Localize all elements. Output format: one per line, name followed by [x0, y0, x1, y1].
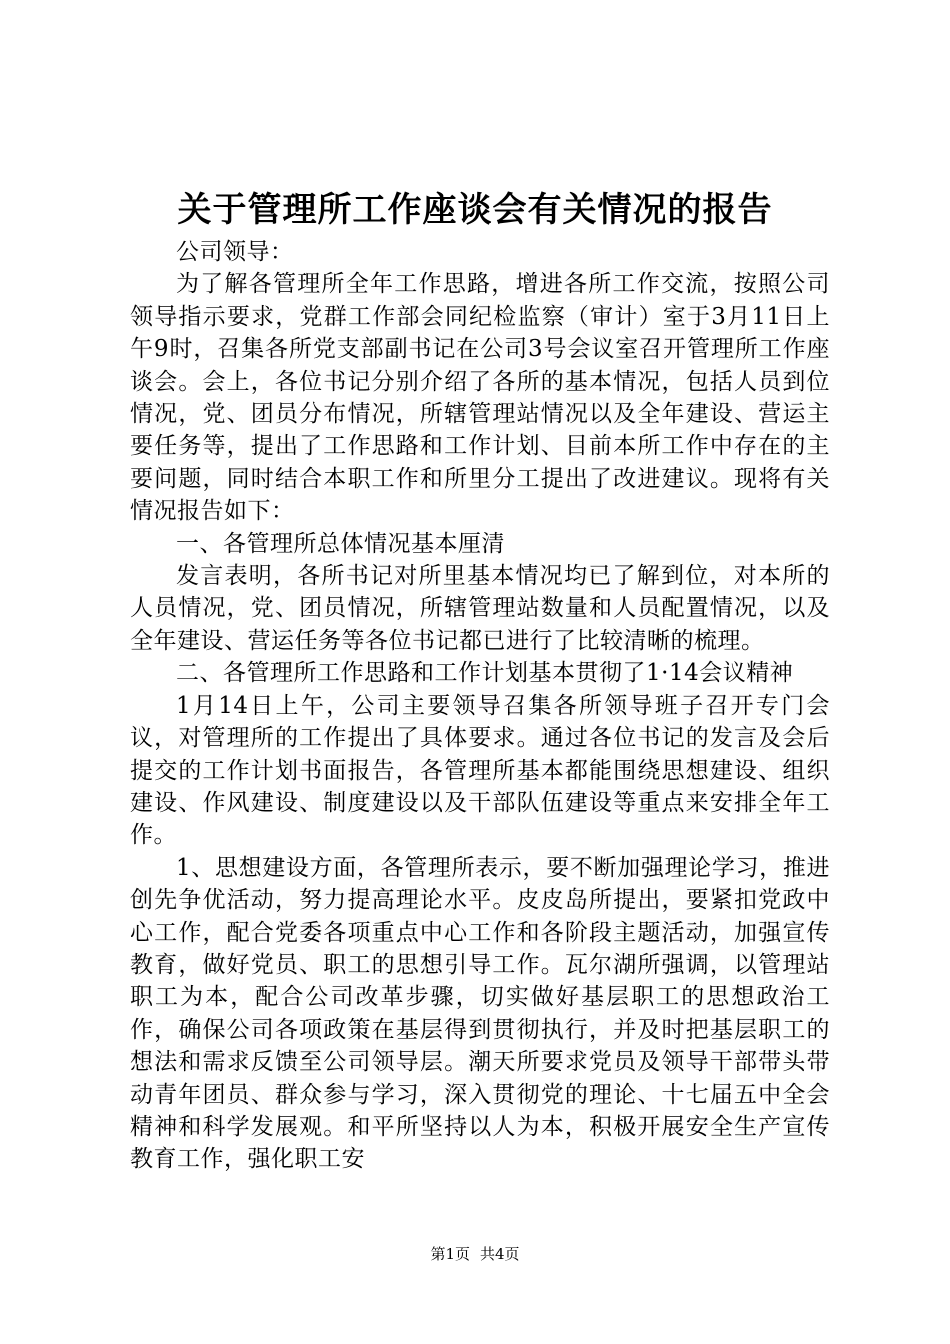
salutation: 公司领导：	[176, 239, 294, 265]
section-1-paragraph: 发言表明，各所书记对所里基本情况均已了解到位，对本所的人员情况，党、团员情况，所辖管理站数量和人员配置情况，以及全年建设、营运任务等各位书记都已进行了比较清晰的梳理。	[130, 563, 830, 654]
document-body	[130, 236, 830, 1176]
section-heading-1: 一、各管理所总体情况基本厘清	[176, 530, 505, 557]
page-total: 共4页	[480, 1245, 520, 1263]
section-2-paragraph: 1月14日上午，公司主要领导召集各所领导班子召开专门会议，对管理所的工作提出了具体要求。通过各位书记的发言及会后提交的工作计划书面报告，各管理所基本都能围绕思想建设、组织建设、作风建设、制度建设以及干部队伍建设等重点来安排全年工作。	[130, 692, 830, 849]
section-heading-2: 二、各管理所工作思路和工作计划基本贯彻了1·14会议精神	[176, 660, 794, 687]
page-footer	[0, 1244, 950, 1264]
item-1-paragraph: 1、思想建设方面，各管理所表示，要不断加强理论学习，推进创先争优活动，努力提高理论水平。皮皮岛所提出，要紧扣党政中心工作，配合党委各项重点中心工作和各阶段主题活动，加强宣传教育，做好党员、职工的思想引导工作。瓦尔湖所强调，以管理站职工为本，配合公司改革步骤，切实做好基层职工的思想政治工作，确保公司各项政策在基层得到贯彻执行，并及时把基层职工的想法和需求反馈至公司领导层。潮天所要求党员及领导干部带头带动青年团员、群众参与学习，深入贯彻党的理论、十七届五中全会精神和科学发展观。和平所坚持以人为本，积极开展安全生产宣传教育工作，强化职工安	[130, 854, 830, 1173]
intro-paragraph: 为了解各管理所全年工作思路，增进各所工作交流，按照公司领导指示要求，党群工作部会同纪检监察（审计）室于3月11日上午9时，召集各所党支部副书记在公司3号会议室召开管理所工作座谈会。会上，各位书记分别介绍了各所的基本情况，包括人员到位情况，党、团员分布情况，所辖管理站情况以及全年建设、营运主要任务等，提出了工作思路和工作计划、目前本所工作中存在的主要问题，同时结合本职工作和所里分工提出了改进建议。现将有关情况报告如下：	[130, 271, 830, 525]
document-title: 关于管理所工作座谈会有关情况的报告	[177, 190, 773, 230]
page-number: 第1页	[430, 1245, 470, 1263]
